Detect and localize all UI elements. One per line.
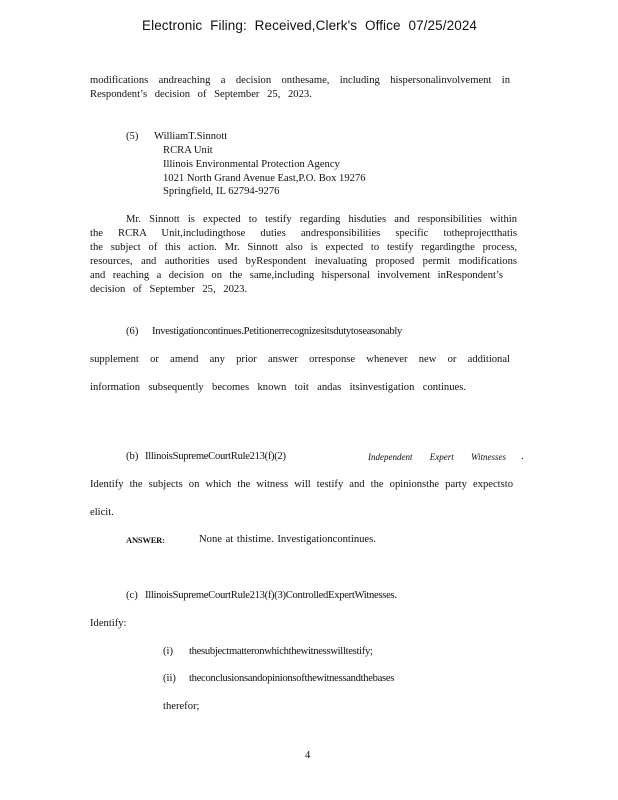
- subitem-text: theconclusionsandopinionsofthewitnessandthebases: [189, 673, 395, 684]
- witness-name: WilliamT.Sinnott: [154, 131, 228, 142]
- item-c-rule: IllinoisSupremeCourtRule213(f)(3)ControlledExpertWitnesses.: [145, 590, 397, 601]
- answer-text: None at thistime. Investigationcontinues.: [199, 534, 376, 545]
- item-b-line-2: elicit.: [90, 507, 114, 518]
- witness-address: [163, 144, 366, 199]
- sinnott-paragraph-line: Mr. Sinnott is expected to testify regarding hisduties and responsibilities within: [126, 214, 517, 225]
- sinnott-paragraph-line: the subject of this action. Mr. Sinnott also is expected to testify regardingthe process,: [90, 242, 517, 253]
- page-number: 4: [305, 750, 311, 761]
- identify-label: Identify:: [90, 618, 127, 629]
- top-paragraph-line-1: modifications andreaching a decision onthesame, including hispersonalinvolvement in: [90, 75, 510, 86]
- subitem-number: (ii): [163, 673, 176, 684]
- filing-header: Electronic Filing: Received,Clerk's Office 07/25/2024: [142, 18, 478, 33]
- subitem-text: thesubjectmatteronwhichthewitnesswilltestify;: [189, 646, 373, 657]
- sinnott-paragraph-line: resources, and authorities used byRespondent inevaluating proposed permit modifications: [90, 256, 517, 267]
- item-6-number: (6): [126, 326, 139, 337]
- item-6-line-3: information subsequently becomes known toit andas itsinvestigation continues.: [90, 382, 466, 393]
- item-c-label: (c): [126, 590, 138, 601]
- address-line: RCRA Unit: [163, 145, 213, 156]
- item-b-period: .: [521, 451, 524, 462]
- subitem-number: (i): [163, 646, 173, 657]
- answer-label: ANSWER:: [126, 535, 165, 545]
- item-b-rule: IllinoisSupremeCourtRule213(f)(2): [145, 451, 286, 462]
- address-line: 1021 North Grand Avenue East,P.O. Box 19276: [163, 172, 366, 184]
- witness-number: (5): [126, 131, 139, 142]
- sinnott-paragraph-line: the RCRA Unit,includingthose duties andresponsibilities specific totheprojectthatis: [90, 228, 517, 239]
- therefor-text: therefor;: [163, 701, 200, 712]
- item-6-line-1: Investigationcontinues.Petitionerrecognizesitsdutytoseasonably: [152, 326, 403, 337]
- address-line: Springfield, IL 62794-9276: [163, 186, 280, 198]
- item-6-line-2: supplement or amend any prior answer orresponse whenever new or additional: [90, 354, 510, 365]
- item-b-label: (b): [126, 451, 139, 462]
- sinnott-paragraph-line: and reaching a decision on the same,including hispersonal involvement inRespondent’s: [90, 270, 503, 281]
- address-line: Illinois Environmental Protection Agency: [163, 158, 340, 170]
- sinnott-paragraph-last-line: decision of September 25, 2023.: [90, 284, 248, 295]
- item-b-line-1: Identify the subjects on which the witness will testify and the opinionsthe party expectsto: [90, 479, 513, 490]
- top-paragraph-line-2: Respondent’s decision of September 25, 2023.: [90, 89, 312, 100]
- item-b-italic-title: Independent Expert Witnesses: [368, 452, 506, 462]
